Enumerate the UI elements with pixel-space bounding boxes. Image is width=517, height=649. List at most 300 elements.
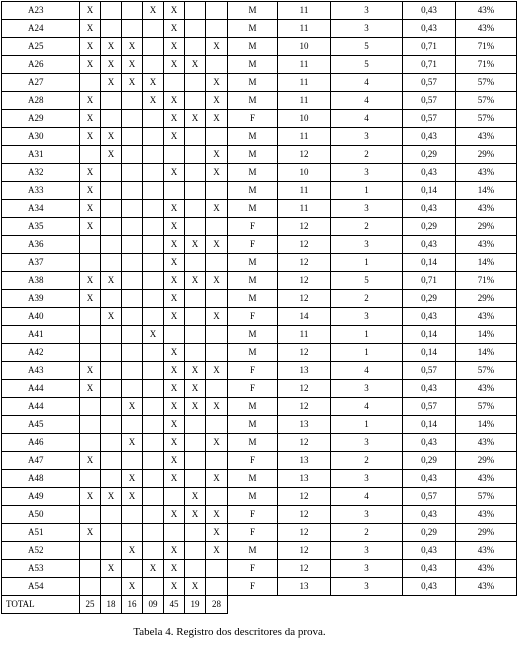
table-row bbox=[2, 398, 517, 416]
student-id-cell: A30 bbox=[2, 128, 80, 146]
percent-cell: 57% bbox=[456, 488, 517, 506]
descriptor-cell bbox=[164, 74, 185, 92]
student-id-cell: A53 bbox=[2, 560, 80, 578]
descriptor-cell bbox=[206, 380, 228, 398]
student-id-cell: A35 bbox=[2, 218, 80, 236]
percent-cell: 29% bbox=[456, 146, 517, 164]
student-id-cell: A29 bbox=[2, 110, 80, 128]
total-row bbox=[2, 596, 517, 614]
descriptor-cell: X bbox=[164, 506, 185, 524]
hits-cell: 3 bbox=[331, 470, 403, 488]
age-cell: 11 bbox=[278, 74, 331, 92]
gender-cell: M bbox=[228, 488, 278, 506]
hits-cell: 3 bbox=[331, 434, 403, 452]
descriptor-cell: X bbox=[206, 470, 228, 488]
descriptor-cell bbox=[122, 254, 143, 272]
descriptor-cell bbox=[185, 542, 206, 560]
total-value-cell: 16 bbox=[122, 596, 143, 614]
descriptor-cell: X bbox=[206, 110, 228, 128]
descriptor-cell: X bbox=[80, 182, 101, 200]
table-row bbox=[2, 542, 517, 560]
descriptor-cell bbox=[122, 182, 143, 200]
descriptor-cell: X bbox=[80, 200, 101, 218]
age-cell: 12 bbox=[278, 506, 331, 524]
descriptor-cell: X bbox=[206, 92, 228, 110]
percent-cell: 71% bbox=[456, 38, 517, 56]
percent-cell: 29% bbox=[456, 452, 517, 470]
descriptor-cell bbox=[122, 452, 143, 470]
hits-cell: 2 bbox=[331, 290, 403, 308]
descriptor-cell: X bbox=[101, 74, 122, 92]
descriptor-cell bbox=[122, 308, 143, 326]
descriptor-cell: X bbox=[206, 308, 228, 326]
age-cell: 11 bbox=[278, 200, 331, 218]
ratio-cell: 0,14 bbox=[403, 182, 456, 200]
descriptors-table bbox=[1, 1, 517, 614]
percent-cell: 43% bbox=[456, 542, 517, 560]
descriptor-cell bbox=[143, 164, 164, 182]
descriptor-cell: X bbox=[206, 164, 228, 182]
descriptor-cell: X bbox=[206, 272, 228, 290]
hits-cell: 3 bbox=[331, 308, 403, 326]
age-cell: 12 bbox=[278, 434, 331, 452]
student-id-cell: A43 bbox=[2, 362, 80, 380]
hits-cell: 2 bbox=[331, 524, 403, 542]
table-caption: Tabela 4. Registro dos descritores da prova. bbox=[133, 626, 326, 638]
descriptor-cell: X bbox=[80, 452, 101, 470]
descriptor-cell bbox=[101, 326, 122, 344]
percent-cell: 14% bbox=[456, 416, 517, 434]
ratio-cell: 0,57 bbox=[403, 488, 456, 506]
descriptor-cell: X bbox=[206, 38, 228, 56]
descriptor-cell bbox=[122, 272, 143, 290]
age-cell: 11 bbox=[278, 56, 331, 74]
descriptor-cell bbox=[143, 38, 164, 56]
descriptor-cell bbox=[101, 344, 122, 362]
ratio-cell: 0,14 bbox=[403, 326, 456, 344]
descriptor-cell bbox=[101, 452, 122, 470]
descriptor-cell bbox=[185, 290, 206, 308]
descriptor-cell: X bbox=[80, 56, 101, 74]
age-cell: 12 bbox=[278, 290, 331, 308]
descriptor-cell bbox=[206, 2, 228, 20]
percent-cell: 43% bbox=[456, 578, 517, 596]
gender-cell: M bbox=[228, 344, 278, 362]
descriptor-cell bbox=[185, 2, 206, 20]
descriptor-cell bbox=[185, 38, 206, 56]
descriptor-cell: X bbox=[122, 398, 143, 416]
hits-cell: 4 bbox=[331, 488, 403, 506]
descriptor-cell: X bbox=[164, 20, 185, 38]
descriptor-cell bbox=[185, 146, 206, 164]
descriptor-cell bbox=[80, 344, 101, 362]
descriptor-cell bbox=[185, 92, 206, 110]
descriptor-cell bbox=[206, 182, 228, 200]
descriptor-cell: X bbox=[101, 488, 122, 506]
ratio-cell: 0,43 bbox=[403, 380, 456, 398]
gender-cell: M bbox=[228, 128, 278, 146]
table-row bbox=[2, 38, 517, 56]
ratio-cell: 0,43 bbox=[403, 308, 456, 326]
descriptor-cell bbox=[101, 218, 122, 236]
ratio-cell: 0,71 bbox=[403, 38, 456, 56]
descriptor-cell bbox=[206, 254, 228, 272]
gender-cell: F bbox=[228, 452, 278, 470]
age-cell: 11 bbox=[278, 20, 331, 38]
descriptor-cell bbox=[143, 542, 164, 560]
descriptor-cell bbox=[206, 452, 228, 470]
student-id-cell: A24 bbox=[2, 20, 80, 38]
descriptor-cell: X bbox=[80, 20, 101, 38]
hits-cell: 5 bbox=[331, 272, 403, 290]
ratio-cell: 0,71 bbox=[403, 56, 456, 74]
descriptor-cell: X bbox=[122, 38, 143, 56]
gender-cell: M bbox=[228, 92, 278, 110]
descriptor-cell bbox=[101, 182, 122, 200]
hits-cell: 4 bbox=[331, 362, 403, 380]
student-id-cell: A48 bbox=[2, 470, 80, 488]
descriptor-cell bbox=[143, 290, 164, 308]
student-id-cell: A47 bbox=[2, 452, 80, 470]
table-row bbox=[2, 308, 517, 326]
hits-cell: 3 bbox=[331, 164, 403, 182]
student-id-cell: A40 bbox=[2, 308, 80, 326]
total-value-cell: 25 bbox=[80, 596, 101, 614]
descriptor-cell bbox=[206, 20, 228, 38]
descriptor-cell: X bbox=[185, 578, 206, 596]
descriptor-cell: X bbox=[185, 362, 206, 380]
descriptor-cell bbox=[122, 146, 143, 164]
descriptor-cell: X bbox=[164, 578, 185, 596]
descriptor-cell: X bbox=[164, 434, 185, 452]
table-row bbox=[2, 2, 517, 20]
descriptor-cell: X bbox=[206, 542, 228, 560]
descriptor-cell bbox=[101, 20, 122, 38]
descriptor-cell: X bbox=[164, 236, 185, 254]
gender-cell: M bbox=[228, 146, 278, 164]
descriptor-cell: X bbox=[164, 272, 185, 290]
percent-cell: 14% bbox=[456, 326, 517, 344]
gender-cell: M bbox=[228, 2, 278, 20]
descriptor-cell bbox=[206, 560, 228, 578]
descriptor-cell bbox=[143, 362, 164, 380]
gender-cell: F bbox=[228, 578, 278, 596]
descriptor-cell: X bbox=[122, 434, 143, 452]
descriptor-cell bbox=[206, 578, 228, 596]
descriptor-cell: X bbox=[164, 164, 185, 182]
gender-cell: M bbox=[228, 164, 278, 182]
percent-cell: 43% bbox=[456, 164, 517, 182]
descriptor-cell: X bbox=[206, 524, 228, 542]
age-cell: 13 bbox=[278, 578, 331, 596]
descriptor-cell: X bbox=[80, 110, 101, 128]
hits-cell: 4 bbox=[331, 92, 403, 110]
descriptor-cell bbox=[122, 236, 143, 254]
hits-cell: 2 bbox=[331, 218, 403, 236]
descriptor-cell: X bbox=[206, 506, 228, 524]
descriptor-cell bbox=[101, 164, 122, 182]
percent-cell: 29% bbox=[456, 524, 517, 542]
descriptor-cell: X bbox=[143, 74, 164, 92]
table-row bbox=[2, 218, 517, 236]
descriptor-cell: X bbox=[164, 452, 185, 470]
percent-cell: 71% bbox=[456, 272, 517, 290]
descriptor-cell bbox=[164, 524, 185, 542]
percent-cell: 14% bbox=[456, 344, 517, 362]
age-cell: 12 bbox=[278, 218, 331, 236]
descriptor-cell: X bbox=[206, 362, 228, 380]
hits-cell: 1 bbox=[331, 344, 403, 362]
descriptor-cell: X bbox=[143, 560, 164, 578]
descriptor-cell bbox=[101, 200, 122, 218]
descriptor-cell bbox=[185, 218, 206, 236]
descriptor-cell: X bbox=[164, 92, 185, 110]
descriptor-cell: X bbox=[122, 56, 143, 74]
ratio-cell: 0,29 bbox=[403, 452, 456, 470]
gender-cell: F bbox=[228, 524, 278, 542]
percent-cell: 57% bbox=[456, 398, 517, 416]
empty-cell bbox=[331, 596, 403, 614]
descriptor-cell bbox=[185, 200, 206, 218]
student-id-cell: A31 bbox=[2, 146, 80, 164]
descriptor-cell bbox=[80, 326, 101, 344]
descriptor-cell: X bbox=[143, 2, 164, 20]
student-id-cell: A25 bbox=[2, 38, 80, 56]
student-id-cell: A50 bbox=[2, 506, 80, 524]
descriptor-cell: X bbox=[122, 488, 143, 506]
gender-cell: M bbox=[228, 434, 278, 452]
gender-cell: F bbox=[228, 362, 278, 380]
hits-cell: 5 bbox=[331, 38, 403, 56]
descriptor-cell bbox=[101, 380, 122, 398]
gender-cell: F bbox=[228, 560, 278, 578]
ratio-cell: 0,57 bbox=[403, 74, 456, 92]
descriptor-cell: X bbox=[185, 272, 206, 290]
descriptor-cell bbox=[164, 182, 185, 200]
descriptor-cell: X bbox=[164, 362, 185, 380]
descriptor-cell bbox=[206, 128, 228, 146]
percent-cell: 57% bbox=[456, 110, 517, 128]
descriptor-cell: X bbox=[164, 398, 185, 416]
percent-cell: 43% bbox=[456, 236, 517, 254]
table-row bbox=[2, 164, 517, 182]
descriptor-cell: X bbox=[101, 128, 122, 146]
gender-cell: M bbox=[228, 200, 278, 218]
table-row bbox=[2, 488, 517, 506]
descriptor-cell bbox=[143, 146, 164, 164]
descriptor-cell bbox=[185, 524, 206, 542]
table-row bbox=[2, 110, 517, 128]
descriptor-cell: X bbox=[164, 470, 185, 488]
descriptor-cell: X bbox=[101, 38, 122, 56]
descriptor-cell bbox=[143, 56, 164, 74]
table-row bbox=[2, 380, 517, 398]
descriptor-cell bbox=[101, 578, 122, 596]
descriptor-cell: X bbox=[80, 164, 101, 182]
gender-cell: M bbox=[228, 416, 278, 434]
descriptor-cell: X bbox=[80, 290, 101, 308]
descriptor-cell bbox=[185, 308, 206, 326]
descriptor-cell bbox=[143, 128, 164, 146]
descriptor-cell: X bbox=[122, 470, 143, 488]
hits-cell: 3 bbox=[331, 128, 403, 146]
descriptor-cell: X bbox=[206, 200, 228, 218]
age-cell: 12 bbox=[278, 254, 331, 272]
descriptor-cell: X bbox=[164, 56, 185, 74]
table-row bbox=[2, 128, 517, 146]
descriptor-cell bbox=[206, 416, 228, 434]
student-id-cell: A32 bbox=[2, 164, 80, 182]
percent-cell: 29% bbox=[456, 218, 517, 236]
age-cell: 14 bbox=[278, 308, 331, 326]
descriptor-cell: X bbox=[206, 74, 228, 92]
percent-cell: 43% bbox=[456, 308, 517, 326]
descriptor-cell: X bbox=[185, 380, 206, 398]
descriptor-cell bbox=[206, 344, 228, 362]
ratio-cell: 0,43 bbox=[403, 236, 456, 254]
student-id-cell: A44 bbox=[2, 398, 80, 416]
descriptor-cell: X bbox=[185, 110, 206, 128]
student-id-cell: A42 bbox=[2, 344, 80, 362]
table-row bbox=[2, 560, 517, 578]
descriptor-cell bbox=[101, 92, 122, 110]
descriptor-cell: X bbox=[80, 92, 101, 110]
descriptor-cell bbox=[101, 254, 122, 272]
percent-cell: 57% bbox=[456, 92, 517, 110]
table-row bbox=[2, 236, 517, 254]
descriptor-cell bbox=[164, 146, 185, 164]
empty-cell bbox=[456, 596, 517, 614]
student-id-cell: A23 bbox=[2, 2, 80, 20]
descriptor-cell bbox=[185, 560, 206, 578]
descriptor-cell: X bbox=[80, 2, 101, 20]
hits-cell: 3 bbox=[331, 506, 403, 524]
ratio-cell: 0,43 bbox=[403, 2, 456, 20]
descriptor-cell bbox=[164, 326, 185, 344]
ratio-cell: 0,29 bbox=[403, 146, 456, 164]
ratio-cell: 0,43 bbox=[403, 164, 456, 182]
descriptor-cell bbox=[80, 398, 101, 416]
ratio-cell: 0,43 bbox=[403, 470, 456, 488]
table-row bbox=[2, 578, 517, 596]
descriptor-cell bbox=[80, 542, 101, 560]
descriptor-cell bbox=[143, 20, 164, 38]
percent-cell: 43% bbox=[456, 506, 517, 524]
ratio-cell: 0,43 bbox=[403, 578, 456, 596]
descriptor-cell bbox=[185, 74, 206, 92]
descriptor-cell bbox=[185, 254, 206, 272]
descriptor-cell bbox=[101, 290, 122, 308]
percent-cell: 57% bbox=[456, 362, 517, 380]
table-row bbox=[2, 506, 517, 524]
hits-cell: 5 bbox=[331, 56, 403, 74]
descriptor-cell: X bbox=[164, 218, 185, 236]
descriptor-cell bbox=[80, 236, 101, 254]
gender-cell: F bbox=[228, 110, 278, 128]
total-value-cell: 28 bbox=[206, 596, 228, 614]
hits-cell: 3 bbox=[331, 20, 403, 38]
hits-cell: 2 bbox=[331, 452, 403, 470]
age-cell: 13 bbox=[278, 470, 331, 488]
age-cell: 12 bbox=[278, 146, 331, 164]
descriptor-cell: X bbox=[80, 218, 101, 236]
ratio-cell: 0,14 bbox=[403, 416, 456, 434]
table-row bbox=[2, 416, 517, 434]
descriptor-cell: X bbox=[80, 38, 101, 56]
descriptor-cell bbox=[143, 488, 164, 506]
descriptor-cell: X bbox=[101, 560, 122, 578]
ratio-cell: 0,43 bbox=[403, 542, 456, 560]
ratio-cell: 0,29 bbox=[403, 290, 456, 308]
descriptor-cell: X bbox=[185, 236, 206, 254]
descriptor-cell bbox=[185, 416, 206, 434]
table-row bbox=[2, 56, 517, 74]
descriptor-cell: X bbox=[101, 308, 122, 326]
table-row bbox=[2, 146, 517, 164]
student-id-cell: A27 bbox=[2, 74, 80, 92]
age-cell: 10 bbox=[278, 110, 331, 128]
age-cell: 12 bbox=[278, 236, 331, 254]
age-cell: 11 bbox=[278, 326, 331, 344]
table-row bbox=[2, 20, 517, 38]
descriptor-cell bbox=[122, 380, 143, 398]
descriptor-cell bbox=[101, 524, 122, 542]
descriptor-cell bbox=[80, 434, 101, 452]
descriptor-cell bbox=[122, 110, 143, 128]
ratio-cell: 0,14 bbox=[403, 254, 456, 272]
ratio-cell: 0,43 bbox=[403, 128, 456, 146]
total-value-cell: 09 bbox=[143, 596, 164, 614]
descriptor-cell bbox=[101, 506, 122, 524]
descriptor-cell: X bbox=[164, 344, 185, 362]
student-id-cell: A41 bbox=[2, 326, 80, 344]
ratio-cell: 0,14 bbox=[403, 344, 456, 362]
descriptor-cell: X bbox=[164, 110, 185, 128]
descriptor-cell bbox=[122, 344, 143, 362]
empty-cell bbox=[403, 596, 456, 614]
descriptor-cell bbox=[122, 164, 143, 182]
percent-cell: 43% bbox=[456, 560, 517, 578]
gender-cell: M bbox=[228, 182, 278, 200]
student-id-cell: A49 bbox=[2, 488, 80, 506]
descriptor-cell bbox=[101, 542, 122, 560]
percent-cell: 43% bbox=[456, 470, 517, 488]
descriptor-cell: X bbox=[185, 488, 206, 506]
total-value-cell: 45 bbox=[164, 596, 185, 614]
gender-cell: M bbox=[228, 398, 278, 416]
descriptor-cell bbox=[143, 218, 164, 236]
descriptor-cell bbox=[143, 182, 164, 200]
descriptor-cell: X bbox=[164, 560, 185, 578]
total-value-cell: 18 bbox=[101, 596, 122, 614]
student-id-cell: A28 bbox=[2, 92, 80, 110]
age-cell: 12 bbox=[278, 272, 331, 290]
age-cell: 10 bbox=[278, 164, 331, 182]
descriptor-cell: X bbox=[164, 200, 185, 218]
descriptor-cell bbox=[143, 578, 164, 596]
ratio-cell: 0,57 bbox=[403, 398, 456, 416]
percent-cell: 43% bbox=[456, 128, 517, 146]
percent-cell: 57% bbox=[456, 74, 517, 92]
descriptor-cell: X bbox=[206, 398, 228, 416]
descriptor-cell bbox=[122, 326, 143, 344]
descriptor-cell bbox=[101, 110, 122, 128]
hits-cell: 2 bbox=[331, 146, 403, 164]
percent-cell: 29% bbox=[456, 290, 517, 308]
gender-cell: M bbox=[228, 290, 278, 308]
descriptor-cell bbox=[185, 326, 206, 344]
descriptor-cell bbox=[80, 560, 101, 578]
